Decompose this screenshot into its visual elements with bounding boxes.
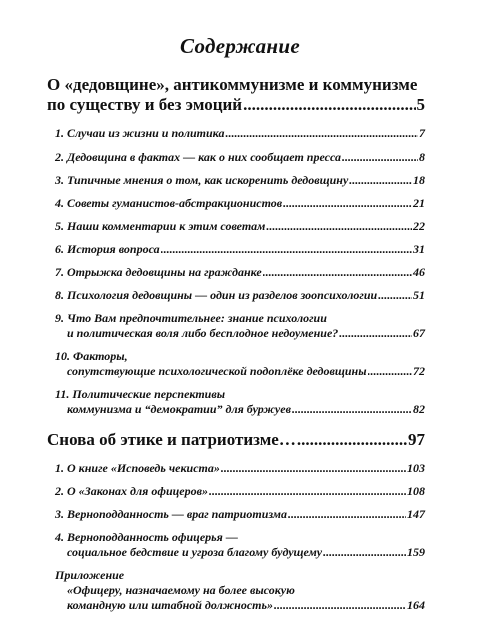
entry-title: 3. Типичные мнения о том, как искоренить дедовщину — [55, 173, 349, 187]
entry-title: 4. Советы гуманистов-абстракционистов — [55, 196, 283, 210]
page-number: 82 — [413, 402, 425, 416]
section-heading-line — [47, 75, 425, 95]
dot-leader — [266, 219, 412, 234]
section-heading-line — [47, 95, 425, 115]
page-number: 51 — [413, 288, 425, 302]
toc-entry[interactable] — [55, 242, 425, 257]
page-number: 67 — [413, 326, 425, 340]
page-number: 147 — [407, 507, 425, 521]
entry-title: 5. Наши комментарии к этим советам — [55, 219, 266, 233]
dot-leader — [292, 402, 412, 417]
dot-leader — [209, 484, 406, 499]
toc-entry[interactable] — [55, 126, 425, 141]
page-number: 108 — [407, 484, 425, 498]
toc-entry[interactable] — [55, 387, 425, 417]
toc-entry[interactable] — [55, 461, 425, 476]
dot-leader — [225, 126, 418, 141]
entry-title: 4. Верноподданность офицерья — — [55, 530, 238, 544]
page-number: 21 — [413, 196, 425, 210]
section-heading-line — [47, 430, 425, 450]
dot-leader — [263, 265, 412, 280]
toc-entry[interactable] — [55, 311, 425, 341]
section-heading-2[interactable] — [47, 430, 425, 450]
dot-leader — [378, 288, 412, 303]
dot-leader — [274, 598, 406, 613]
toc-entry[interactable] — [55, 288, 425, 303]
dot-leader — [297, 430, 407, 450]
toc-entry[interactable] — [55, 507, 425, 522]
section-heading-1[interactable] — [47, 75, 425, 115]
entry-title: командную или штабной должность» — [67, 598, 273, 612]
toc-entry[interactable] — [55, 219, 425, 234]
dot-leader — [221, 461, 406, 476]
toc-entry[interactable] — [55, 150, 425, 165]
toc-entry[interactable] — [55, 196, 425, 211]
page-number: 46 — [413, 265, 425, 279]
toc-entry[interactable] — [55, 484, 425, 499]
entry-title: 10. Факторы, — [55, 349, 128, 363]
page-number: 5 — [416, 95, 425, 114]
dot-leader — [342, 150, 418, 165]
toc-entry[interactable] — [55, 568, 425, 613]
page-number: 31 — [413, 242, 425, 256]
dot-leader — [339, 326, 412, 341]
section-heading-text: О «дедовщине», антикоммунизме и коммунизме — [47, 75, 418, 94]
entry-title: 3. Верноподданность — враг патриотизма — [55, 507, 287, 521]
page-number: 8 — [419, 150, 425, 164]
entry-title: социальное бедствие и угроза благому будущему — [67, 545, 323, 559]
entry-title: 7. Отрыжка дедовщины на гражданке — [55, 265, 262, 279]
entry-title: 8. Психология дедовщины — один из разделов зоопсихологии — [55, 288, 378, 302]
page-number: 159 — [407, 545, 425, 559]
page-number: 18 — [413, 173, 425, 187]
dot-leader — [288, 507, 406, 522]
dot-leader — [323, 545, 406, 560]
dot-leader — [243, 95, 415, 115]
page-title: Содержание — [180, 34, 300, 58]
entry-title: и политическая воля либо бесплодное недоумение? — [67, 326, 339, 340]
toc-entry[interactable] — [55, 349, 425, 379]
entry-title: сопутствующие психологической подоплёке дедовщины — [67, 364, 367, 378]
entry-title: 9. Что Вам предпочтительнее: знание психологии — [55, 311, 327, 325]
dot-leader — [368, 364, 412, 379]
page-number: 22 — [413, 219, 425, 233]
page-number: 103 — [407, 461, 425, 475]
entry-title: 1. Случаи из жизни и политика — [55, 126, 225, 140]
page-number: 97 — [408, 430, 425, 449]
toc-entry[interactable] — [55, 530, 425, 560]
toc-entry[interactable] — [55, 265, 425, 280]
entry-title: «Офицеру, назначаемому на более высокую — [67, 583, 295, 597]
entry-title: 6. История вопроса — [55, 242, 160, 256]
entry-title: коммунизма и “демократии” для буржуев — [67, 402, 291, 416]
dot-leader — [349, 173, 412, 188]
page-number: 72 — [413, 364, 425, 378]
entry-title: 1. О книге «Исповедь чекиста» — [55, 461, 220, 475]
dot-leader — [161, 242, 412, 257]
section-heading-text: по существу и без эмоций — [47, 95, 243, 114]
section-heading-text: Снова об этике и патриотизме… — [47, 430, 296, 449]
page-number: 164 — [407, 598, 425, 612]
toc-entry[interactable] — [55, 173, 425, 188]
entry-title: 11. Политические перспективы — [55, 387, 226, 401]
page-number: 7 — [419, 126, 425, 140]
entry-title: Приложение — [55, 568, 125, 582]
entry-title: 2. Дедовщина в фактах — как о них сообщает пресса — [55, 150, 341, 164]
dot-leader — [283, 196, 412, 211]
entry-title: 2. О «Законах для офицеров» — [55, 484, 208, 498]
